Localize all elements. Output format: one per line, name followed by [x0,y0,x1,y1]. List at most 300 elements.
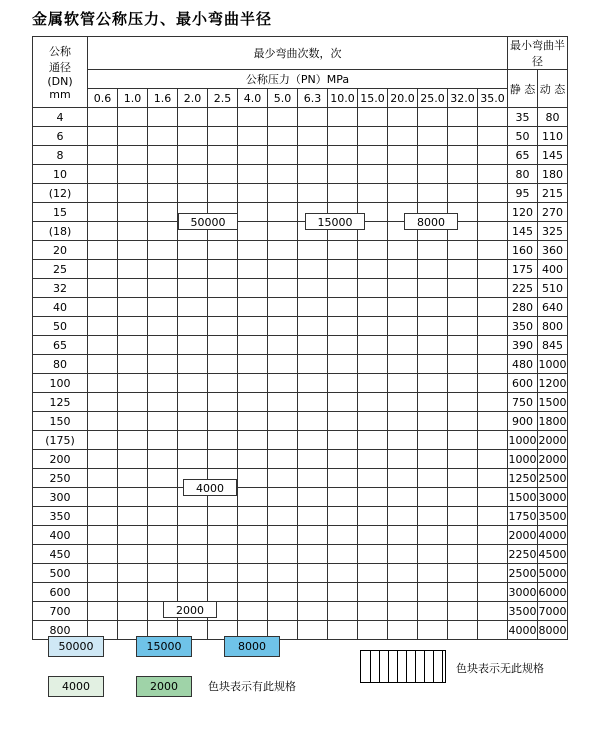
spec-cell [268,298,298,317]
spec-cell [298,602,328,621]
spec-cell [208,507,238,526]
spec-cell [148,488,178,507]
spec-cell [268,602,298,621]
spec-cell [88,355,118,374]
spec-cell [208,279,238,298]
spec-cell [208,355,238,374]
radius-static-value: 120 [508,203,538,222]
table-row [33,450,568,469]
spec-cell [88,222,118,241]
spec-cell [88,108,118,127]
spec-cell [358,184,388,203]
spec-cell [328,602,358,621]
spec-cell [418,602,448,621]
spec-cell [328,564,358,583]
spec-cell [178,336,208,355]
spec-cell [178,260,208,279]
spec-cell [118,184,148,203]
spec-cell [88,393,118,412]
radius-static-value: 4000 [508,621,538,640]
radius-static-value: 160 [508,241,538,260]
spec-cell [88,127,118,146]
spec-cell [478,241,508,260]
spec-cell [478,393,508,412]
table-row [33,507,568,526]
radius-dynamic-value: 7000 [538,602,568,621]
table-row [33,488,568,507]
spec-cell [328,526,358,545]
spec-cell [148,545,178,564]
spec-cell [208,412,238,431]
spec-cell [358,431,388,450]
spec-cell [478,146,508,165]
spec-cell [268,564,298,583]
spec-cell [178,241,208,260]
spec-cell [478,488,508,507]
radius-dynamic-value: 1000 [538,355,568,374]
table-row [33,374,568,393]
spec-cell [238,279,268,298]
spec-cell [358,602,388,621]
radius-static-value: 65 [508,146,538,165]
spec-cell [358,526,388,545]
spec-cell [268,336,298,355]
header-row-1 [33,37,568,70]
spec-cell [148,298,178,317]
table-row [33,279,568,298]
spec-cell [238,488,268,507]
table-row [33,184,568,203]
spec-cell [268,184,298,203]
spec-cell [358,146,388,165]
spec-cell [238,165,268,184]
spec-cell [148,317,178,336]
spec-cell [448,165,478,184]
spec-cell [478,127,508,146]
spec-cell [388,241,418,260]
spec-cell [118,108,148,127]
spec-cell [268,431,298,450]
spec-cell [178,298,208,317]
spec-cell [148,393,178,412]
dn-line-2: 通径 [49,61,71,74]
spec-cell [358,108,388,127]
spec-cell [478,469,508,488]
spec-cell [118,317,148,336]
pn-column-header: 5.0 [268,89,298,108]
spec-cell [88,488,118,507]
spec-cell [448,431,478,450]
spec-cell [418,374,448,393]
spec-cell [418,279,448,298]
radius-dynamic-value: 3500 [538,507,568,526]
spec-cell [178,583,208,602]
spec-cell [208,526,238,545]
spec-cell [298,374,328,393]
spec-cell [148,222,178,241]
spec-cell [448,526,478,545]
spec-cell [358,412,388,431]
spec-cell [238,545,268,564]
radius-static-value: 2500 [508,564,538,583]
table-row [33,526,568,545]
dn-value: (18) [33,222,88,241]
spec-cell [88,507,118,526]
spec-cell [148,431,178,450]
spec-cell [268,545,298,564]
dn-value: 150 [33,412,88,431]
spec-cell [148,469,178,488]
spec-cell [388,412,418,431]
radius-static-value: 1500 [508,488,538,507]
spec-cell [448,545,478,564]
spec-cell [238,393,268,412]
pn-column-header: 35.0 [478,89,508,108]
spec-cell [268,488,298,507]
spec-cell [298,108,328,127]
spec-cell [208,298,238,317]
spec-cell [148,279,178,298]
spec-cell [328,336,358,355]
spec-cell [298,431,328,450]
spec-cell [328,393,358,412]
radius-dynamic-value: 6000 [538,583,568,602]
spec-cell [148,336,178,355]
spec-cell [208,545,238,564]
radius-static-value: 80 [508,165,538,184]
spec-cell [388,393,418,412]
spec-cell [328,507,358,526]
spec-cell [448,469,478,488]
radius-static-value: 280 [508,298,538,317]
spec-cell [88,526,118,545]
spec-cell [268,146,298,165]
spec-cell [328,431,358,450]
spec-cell [268,355,298,374]
spec-cell [148,507,178,526]
spec-cell [448,298,478,317]
spec-cell [88,184,118,203]
spec-table [32,36,568,640]
spec-cell [238,184,268,203]
spec-cell [478,317,508,336]
spec-cell [358,621,388,640]
spec-cell [388,355,418,374]
dn-value: 800 [33,621,88,640]
spec-cell [448,564,478,583]
spec-cell [358,317,388,336]
spec-cell [328,583,358,602]
spec-cell [478,184,508,203]
dn-value: 65 [33,336,88,355]
legend-box-4000: 4000 [48,676,104,697]
spec-cell [298,564,328,583]
spec-cell [148,184,178,203]
spec-cell [208,127,238,146]
spec-cell [208,146,238,165]
spec-cell [268,108,298,127]
spec-cell [208,184,238,203]
spec-cell [448,108,478,127]
table-row [33,393,568,412]
spec-cell [118,146,148,165]
radius-static-value: 3000 [508,583,538,602]
spec-cell [88,469,118,488]
spec-cell [448,621,478,640]
spec-cell [388,165,418,184]
spec-cell [478,374,508,393]
spec-cell [478,602,508,621]
spec-cell [268,526,298,545]
radius-dynamic-value: 800 [538,317,568,336]
spec-cell [388,488,418,507]
spec-cell [88,336,118,355]
dn-value: 80 [33,355,88,374]
spec-cell [358,545,388,564]
bend-count-header: 最少弯曲次数，次 [88,37,508,70]
spec-cell [178,184,208,203]
spec-cell [88,298,118,317]
spec-cell [88,241,118,260]
spec-cell [388,298,418,317]
spec-cell [388,621,418,640]
spec-cell [358,260,388,279]
spec-cell [178,393,208,412]
radius-static-value: 390 [508,336,538,355]
spec-cell [418,431,448,450]
radius-dynamic-value: 1500 [538,393,568,412]
spec-cell [268,222,298,241]
table-row [33,127,568,146]
spec-cell [478,260,508,279]
spec-cell [478,298,508,317]
radius-static-value: 1000 [508,450,538,469]
dn-line-3: (DN) [47,75,73,88]
spec-cell [208,374,238,393]
pn-column-header: 4.0 [238,89,268,108]
spec-cell [88,374,118,393]
spec-cell [148,203,178,222]
table-row [33,469,568,488]
spec-cell [298,184,328,203]
dn-value: 50 [33,317,88,336]
spec-cell [328,355,358,374]
dn-value: 250 [33,469,88,488]
spec-cell [388,602,418,621]
spec-cell [268,412,298,431]
table-row [33,336,568,355]
spec-cell [448,355,478,374]
spec-cell [358,165,388,184]
spec-cell [178,279,208,298]
spec-cell [388,431,418,450]
spec-cell [418,583,448,602]
spec-cell [328,317,358,336]
radius-dynamic-value: 5000 [538,564,568,583]
radius-dynamic-value: 180 [538,165,568,184]
spec-cell [358,127,388,146]
spec-cell [328,108,358,127]
spec-cell [238,374,268,393]
radius-dynamic-value: 215 [538,184,568,203]
spec-cell [418,488,448,507]
spec-cell [118,488,148,507]
spec-cell [478,336,508,355]
dn-value: 25 [33,260,88,279]
table-row [33,583,568,602]
radius-dynamic-value: 3000 [538,488,568,507]
radius-static-header: 静 态 [508,70,538,108]
spec-cell [478,203,508,222]
radius-static-value: 350 [508,317,538,336]
spec-cell [88,564,118,583]
pn-column-header: 20.0 [388,89,418,108]
dn-value: (12) [33,184,88,203]
dn-value: 4 [33,108,88,127]
spec-cell [448,602,478,621]
spec-cell [118,469,148,488]
radius-static-value: 600 [508,374,538,393]
spec-cell [88,165,118,184]
spec-cell [148,355,178,374]
spec-cell [298,488,328,507]
table-row [33,203,568,222]
spec-cell [388,260,418,279]
pn-column-header: 25.0 [418,89,448,108]
spec-cell [298,393,328,412]
spec-cell [118,127,148,146]
spec-cell [238,507,268,526]
radius-dynamic-value: 845 [538,336,568,355]
spec-cell [208,317,238,336]
radius-dynamic-value: 145 [538,146,568,165]
table-body [33,108,568,640]
spec-cell [88,545,118,564]
header-row-2 [33,70,568,89]
spec-cell [298,545,328,564]
spec-cell [178,374,208,393]
spec-cell [418,184,448,203]
spec-cell [448,184,478,203]
spec-cell [148,412,178,431]
spec-cell [118,431,148,450]
spec-cell [88,450,118,469]
spec-cell [478,621,508,640]
spec-cell [418,146,448,165]
spec-cell [148,146,178,165]
radius-static-value: 3500 [508,602,538,621]
spec-cell [298,146,328,165]
spec-cell [388,146,418,165]
spec-cell [178,545,208,564]
spec-cell [358,241,388,260]
table-head [33,37,568,108]
spec-cell [238,260,268,279]
spec-cell [478,583,508,602]
spec-cell [418,108,448,127]
dn-value: 450 [33,545,88,564]
dn-value: 15 [33,203,88,222]
radius-dynamic-value: 640 [538,298,568,317]
radius-static-value: 175 [508,260,538,279]
spec-cell [388,336,418,355]
spec-cell [238,146,268,165]
spec-cell [358,279,388,298]
value-chip: 2000 [163,601,217,618]
spec-cell [328,184,358,203]
table-row [33,412,568,431]
spec-cell [388,279,418,298]
spec-cell [148,241,178,260]
spec-cell [208,108,238,127]
radius-static-value: 95 [508,184,538,203]
spec-cell [448,336,478,355]
spec-cell [208,241,238,260]
spec-cell [88,431,118,450]
radius-dynamic-header: 动 态 [538,70,568,108]
table-row [33,222,568,241]
spec-cell [268,450,298,469]
spec-cell [118,602,148,621]
radius-static-value: 1750 [508,507,538,526]
pn-column-header: 15.0 [358,89,388,108]
header-row-pn-values [33,89,568,108]
spec-cell [178,165,208,184]
pn-column-header: 32.0 [448,89,478,108]
spec-cell [238,469,268,488]
value-chip: 50000 [178,213,238,230]
value-chip: 15000 [305,213,365,230]
dn-value: 200 [33,450,88,469]
dn-value: 600 [33,583,88,602]
legend-box-8000: 8000 [224,636,280,657]
spec-cell [238,583,268,602]
spec-cell [328,621,358,640]
spec-cell [88,279,118,298]
spec-cell [118,203,148,222]
spec-cell [118,583,148,602]
pn-header: 公称压力（PN）MPa [88,70,508,89]
dn-value: 500 [33,564,88,583]
radius-dynamic-value: 1200 [538,374,568,393]
spec-cell [298,165,328,184]
spec-cell [358,469,388,488]
spec-cell [418,393,448,412]
spec-cell [268,393,298,412]
table-row [33,621,568,640]
spec-cell [118,222,148,241]
spec-table-container [32,36,568,640]
spec-cell [448,279,478,298]
radius-dynamic-value: 325 [538,222,568,241]
dn-value: 6 [33,127,88,146]
spec-cell [178,146,208,165]
spec-cell [238,564,268,583]
dn-value: 300 [33,488,88,507]
table-row [33,545,568,564]
radius-header: 最小弯曲半径 [508,37,568,70]
spec-cell [268,317,298,336]
spec-cell [268,469,298,488]
spec-cell [448,488,478,507]
spec-cell [418,545,448,564]
dn-value: 10 [33,165,88,184]
spec-cell [448,583,478,602]
spec-cell [178,108,208,127]
spec-cell [178,450,208,469]
spec-cell [298,355,328,374]
spec-cell [238,336,268,355]
